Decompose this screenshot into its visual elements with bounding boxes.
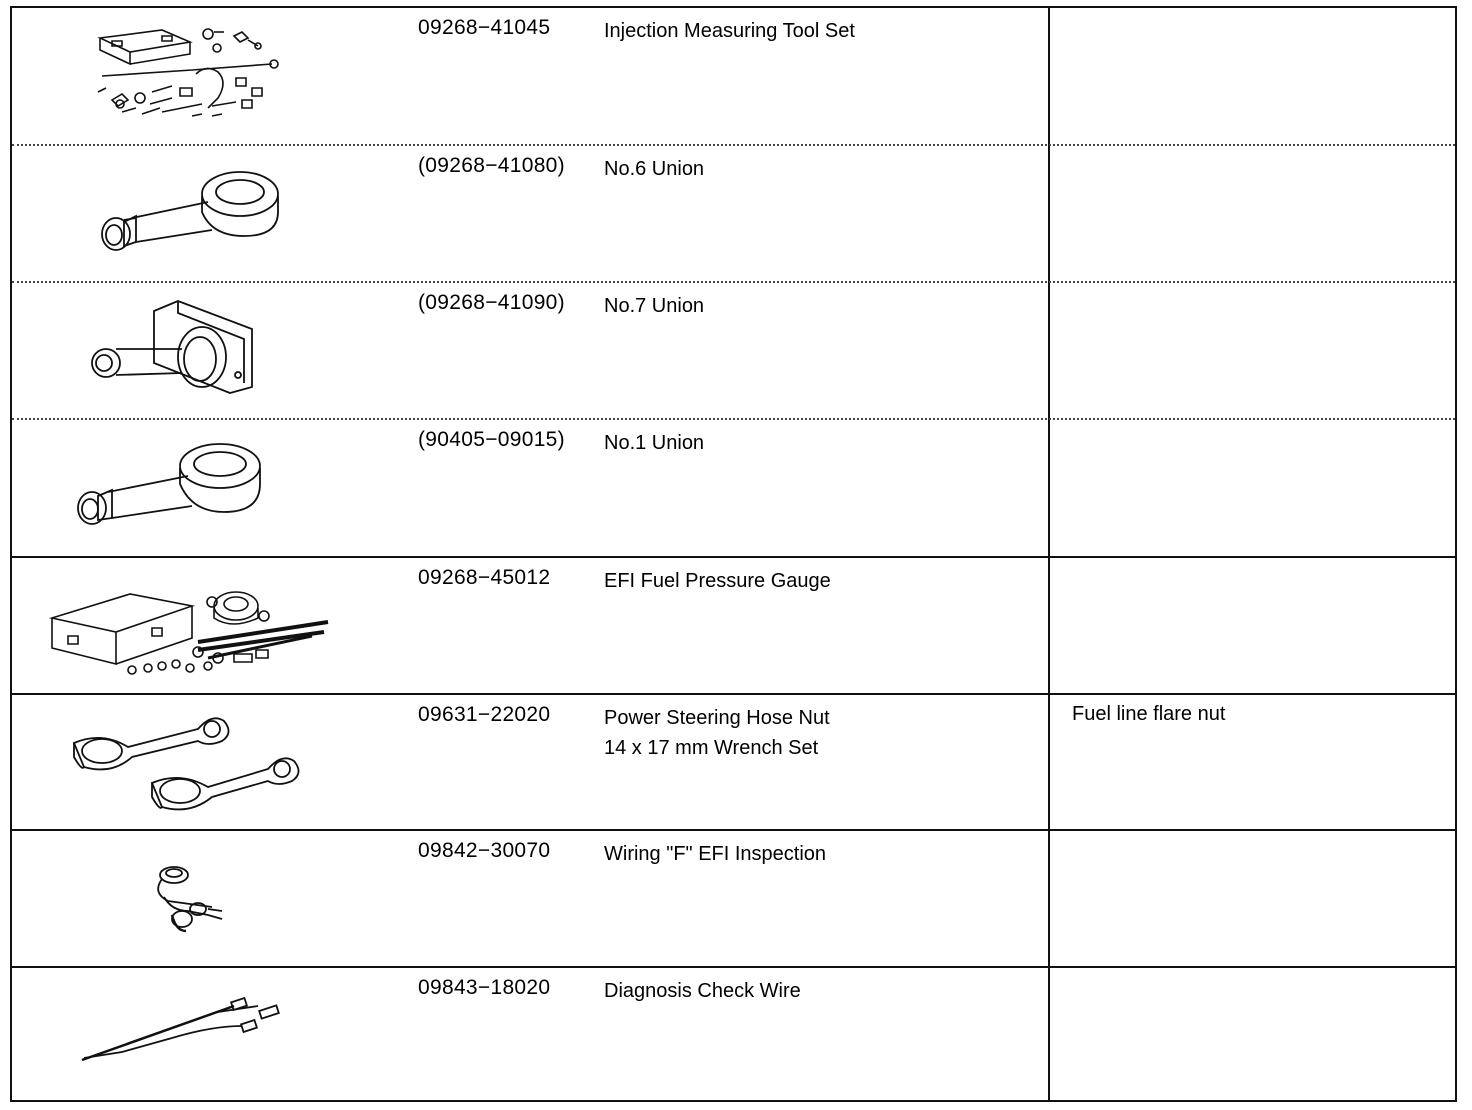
table-row [12,966,1455,1102]
pressure-gauge-kit-icon [12,558,412,693]
table-row [12,556,1455,693]
part-number: (09268−41090) [418,291,565,314]
table-row [12,829,1455,966]
part-name: Diagnosis Check Wire [604,980,801,1002]
part-name: Injection Measuring Tool Set [604,20,855,42]
union-flange-icon [12,283,412,418]
table-row [12,693,1455,829]
part-name: No.1 Union [604,432,705,454]
wrench-set-icon [12,695,412,829]
part-number: 09268−45012 [418,566,551,589]
part-number: 09268−41045 [418,16,551,39]
part-name: Power Steering Hose Nut 14 x 17 mm Wrench Set [604,707,830,759]
table-row [12,8,1455,144]
union-banjo-icon [12,420,412,556]
part-number: (90405−09015) [418,428,565,451]
table-row [12,281,1455,418]
part-name: EFI Fuel Pressure Gauge [604,570,831,592]
table-row [12,144,1455,281]
part-number: 09843−18020 [418,976,551,999]
part-name: Wiring "F" EFI Inspection [604,843,827,865]
part-name: No.7 Union [604,295,705,317]
injection-tool-set-icon [12,8,412,144]
table-row [12,418,1455,556]
part-number: 09631−22020 [418,703,551,726]
part-number: 09842−30070 [418,839,551,862]
part-note: Fuel line flare nut [1072,703,1226,725]
part-name: No.6 Union [604,158,705,180]
wiring-harness-icon [12,831,412,966]
part-number: (09268−41080) [418,154,565,177]
union-banjo-icon [12,146,412,281]
special-service-tools-table [10,6,1457,1102]
check-wire-icon [12,968,412,1102]
